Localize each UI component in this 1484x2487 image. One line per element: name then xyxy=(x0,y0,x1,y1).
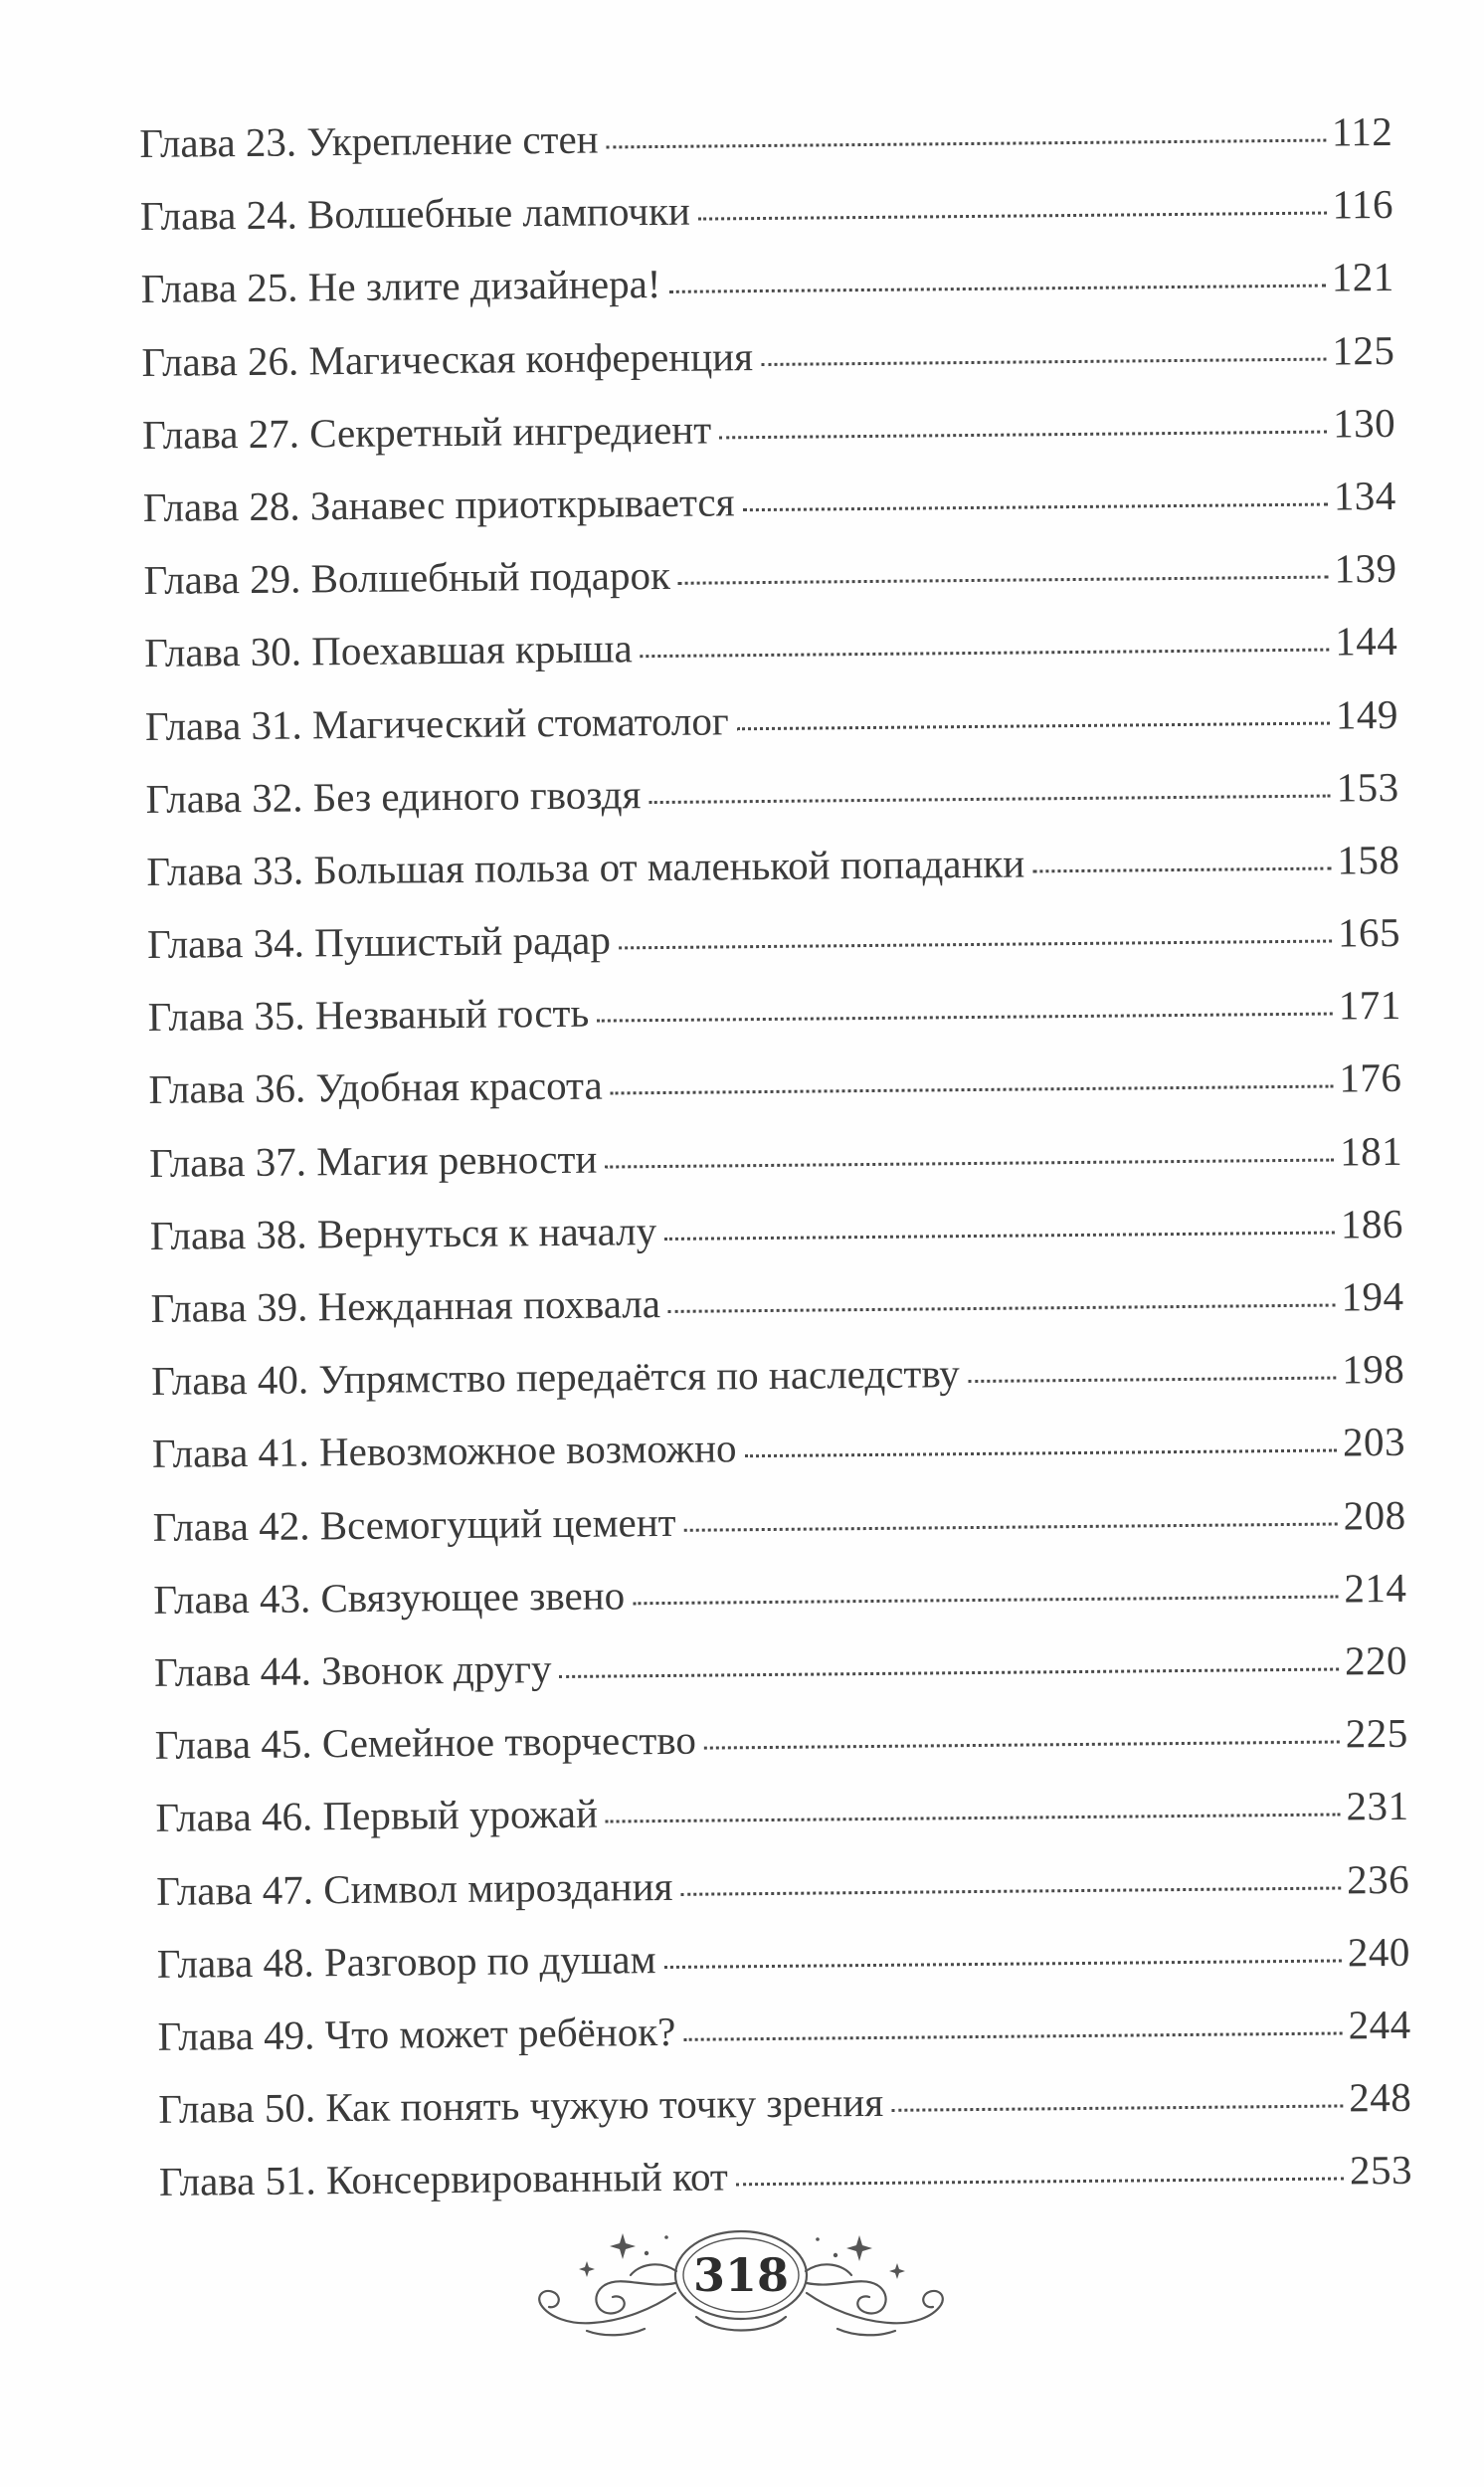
dot-leader xyxy=(745,1449,1337,1458)
toc-entry xyxy=(144,605,1398,689)
dot-leader xyxy=(607,139,1326,149)
toc-entry xyxy=(155,1770,1409,1854)
chapter-title: Глава 30. Поехавшая крыша xyxy=(144,625,633,676)
chapter-title: Глава 44. Звонок другу xyxy=(153,1645,552,1695)
toc-entry xyxy=(143,460,1397,544)
chapter-title: Глава 34. Пушистый радар xyxy=(146,916,612,968)
chapter-title: Глава 35. Незваный гость xyxy=(147,989,590,1041)
dot-leader xyxy=(968,1377,1336,1384)
chapter-page-number: 171 xyxy=(1338,982,1401,1029)
dot-leader xyxy=(704,1741,1340,1750)
chapter-page-number: 153 xyxy=(1336,763,1399,811)
dot-leader xyxy=(668,285,1325,293)
toc-entry xyxy=(148,1042,1402,1126)
dot-leader xyxy=(606,1814,1341,1823)
chapter-page-number: 186 xyxy=(1340,1200,1404,1247)
toc-entry xyxy=(152,1406,1406,1490)
chapter-title: Глава 32. Без единого гвоздя xyxy=(145,770,642,822)
toc-entry xyxy=(140,241,1394,325)
chapter-title: Глава 23. Укрепление стен xyxy=(139,115,599,166)
chapter-title: Глава 28. Занавес приоткрывается xyxy=(142,478,735,530)
toc-entry xyxy=(143,532,1397,617)
dot-leader xyxy=(719,430,1327,439)
toc-entry xyxy=(154,1625,1408,1709)
chapter-title: Глава 36. Удобная красота xyxy=(148,1062,603,1113)
chapter-page-number: 236 xyxy=(1346,1855,1410,1902)
chapter-page-number: 244 xyxy=(1348,2001,1411,2048)
toc-entry xyxy=(151,1333,1405,1418)
chapter-title: Глава 45. Семейное творчество xyxy=(154,1716,697,1769)
dot-leader xyxy=(680,1886,1341,1895)
dot-leader xyxy=(737,721,1330,730)
dot-leader xyxy=(605,1158,1334,1168)
toc-entry xyxy=(141,313,1395,398)
chapter-page-number: 248 xyxy=(1349,2073,1412,2121)
chapter-title: Глава 50. Как понять чужую точку зрения xyxy=(158,2078,884,2132)
chapter-title: Глава 41. Невозможное возможно xyxy=(151,1425,737,1477)
toc-entry xyxy=(157,1989,1411,2073)
chapter-title: Глава 29. Волшебный подарок xyxy=(143,552,671,604)
chapter-title: Глава 40. Упрямство передаётся по наследству xyxy=(151,1350,960,1405)
chapter-page-number: 149 xyxy=(1335,690,1399,737)
chapter-title: Глава 49. Что может ребёнок? xyxy=(157,2008,676,2059)
chapter-page-number: 121 xyxy=(1331,254,1394,300)
chapter-page-number: 220 xyxy=(1344,1636,1408,1684)
chapter-page-number: 225 xyxy=(1345,1709,1408,1757)
dot-leader xyxy=(743,502,1328,511)
toc-entry xyxy=(154,1697,1408,1782)
dot-leader xyxy=(649,794,1330,804)
chapter-page-number: 112 xyxy=(1331,107,1393,155)
toc-entry xyxy=(147,896,1401,981)
chapter-title: Глава 47. Символ мироздания xyxy=(155,1862,673,1914)
toc-entry xyxy=(152,1478,1406,1563)
chapter-title: Глава 43. Связующее звено xyxy=(153,1572,626,1623)
dot-leader xyxy=(560,1667,1340,1678)
chapter-title: Глава 46. Первый урожай xyxy=(155,1790,599,1841)
chapter-page-number: 134 xyxy=(1333,472,1397,519)
toc-entry xyxy=(146,824,1400,908)
toc-entry xyxy=(139,96,1393,180)
chapter-page-number: 125 xyxy=(1332,326,1395,374)
toc-entry xyxy=(153,1552,1407,1636)
chapter-page-number: 208 xyxy=(1343,1491,1406,1539)
chapter-page-number: 181 xyxy=(1339,1127,1403,1175)
toc-entry xyxy=(149,1114,1403,1199)
dot-leader xyxy=(633,1595,1338,1605)
page-number: 318 xyxy=(692,2248,790,2302)
dot-leader xyxy=(597,1013,1333,1023)
chapter-page-number: 116 xyxy=(1332,181,1394,228)
dot-leader xyxy=(664,1959,1342,1969)
chapter-page-number: 231 xyxy=(1346,1783,1409,1829)
chapter-title: Глава 39. Нежданная похвала xyxy=(150,1280,661,1331)
table-of-contents xyxy=(139,96,1412,2218)
chapter-page-number: 158 xyxy=(1337,836,1400,883)
dot-leader xyxy=(891,2105,1343,2112)
toc-entry xyxy=(158,2061,1412,2146)
toc-entry xyxy=(142,387,1396,472)
chapter-title: Глава 33. Большая польза от маленькой попаданки xyxy=(146,840,1025,894)
dot-leader xyxy=(1032,866,1331,872)
toc-entry xyxy=(150,1260,1404,1345)
chapter-page-number: 130 xyxy=(1332,399,1396,447)
chapter-title: Глава 27. Секретный ингредиент xyxy=(141,406,712,458)
dot-leader xyxy=(664,1231,1335,1240)
dot-leader xyxy=(668,1304,1336,1313)
chapter-page-number: 176 xyxy=(1339,1054,1402,1101)
chapter-page-number: 144 xyxy=(1334,618,1398,665)
dot-leader xyxy=(683,2031,1342,2040)
chapter-title: Глава 25. Не злите дизайнера! xyxy=(140,261,661,312)
chapter-page-number: 198 xyxy=(1342,1346,1405,1393)
chapter-page-number: 240 xyxy=(1347,1928,1411,1976)
toc-entry xyxy=(145,751,1399,836)
toc-entry xyxy=(145,677,1399,762)
chapter-title: Глава 24. Волшебные лампочки xyxy=(139,187,691,240)
chapter-title: Глава 51. Консервированный кот xyxy=(158,2153,729,2205)
toc-entry xyxy=(157,1916,1411,2001)
chapter-title: Глава 31. Магический стоматолог xyxy=(144,696,729,749)
chapter-title: Глава 48. Разговор по душам xyxy=(156,1935,656,1987)
dot-leader xyxy=(611,1085,1334,1095)
chapter-title: Глава 26. Магическая конференция xyxy=(141,332,754,385)
toc-entry xyxy=(150,1188,1404,1272)
chapter-page-number: 165 xyxy=(1337,908,1401,956)
dot-leader xyxy=(641,649,1330,659)
dot-leader xyxy=(684,1522,1338,1531)
page-footer xyxy=(527,2213,955,2353)
chapter-title: Глава 42. Всемогущий цемент xyxy=(152,1498,676,1550)
dot-leader xyxy=(619,940,1332,950)
chapter-page-number: 139 xyxy=(1334,545,1397,592)
chapter-page-number: 214 xyxy=(1344,1564,1407,1612)
dot-leader xyxy=(736,2178,1344,2187)
toc-entry xyxy=(156,1842,1410,1927)
chapter-page-number: 253 xyxy=(1349,2147,1413,2194)
dot-leader xyxy=(761,357,1326,365)
chapter-page-number: 203 xyxy=(1342,1419,1406,1465)
toc-entry xyxy=(159,2134,1413,2218)
chapter-title: Глава 38. Вернуться к началу xyxy=(149,1207,657,1258)
toc-entry xyxy=(140,168,1394,253)
chapter-page-number: 194 xyxy=(1341,1272,1404,1320)
toc-entry xyxy=(147,969,1401,1053)
dot-leader xyxy=(678,576,1329,585)
chapter-title: Глава 37. Магия ревности xyxy=(148,1135,598,1186)
dot-leader xyxy=(698,212,1327,221)
